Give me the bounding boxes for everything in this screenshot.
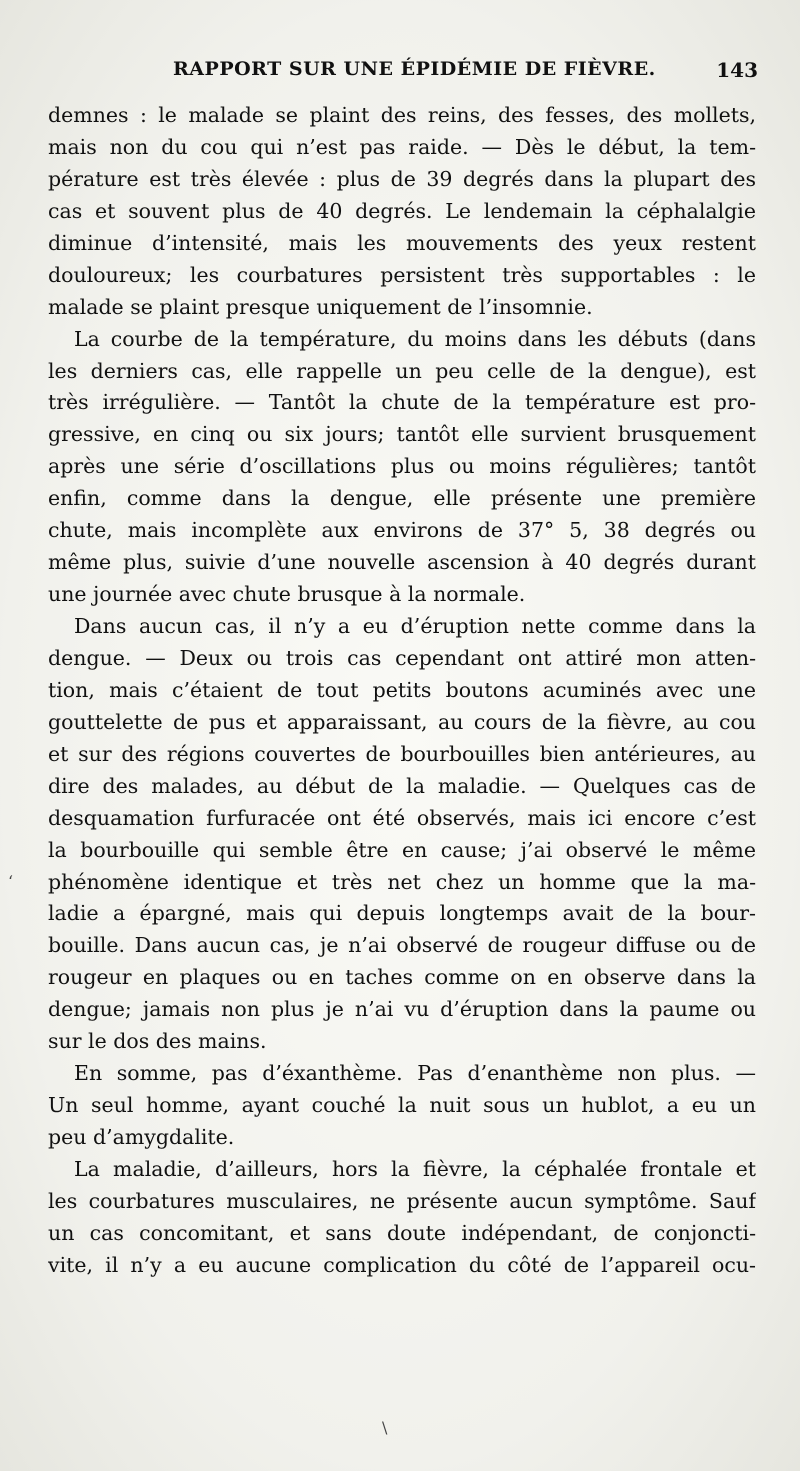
text-line: même plus, suivie d’une nouvelle ascension à 40 degrés durant [48, 550, 756, 575]
page-number: 143 [716, 58, 758, 82]
text-line: très irrégulière. — Tantôt la chute de la température est pro- [48, 390, 756, 415]
running-title: RAPPORT SUR UNE ÉPIDÉMIE DE FIÈVRE. [173, 58, 656, 80]
text-line: desquamation furfuracée ont été observés, mais ici encore c’est [48, 805, 756, 830]
text-line: demnes : le malade se plaint des reins, des fesses, des mollets, [48, 103, 756, 127]
body-text [48, 100, 756, 1282]
text-line: chute, mais incomplète aux environs de 37° 5, 38 degrés ou [48, 518, 756, 543]
text-line: tion, mais c’étaient de tout petits boutons acuminés avec une [48, 677, 756, 702]
text-line: dengue; jamais non plus je n’ai vu d’éruption dans la paume ou [48, 997, 756, 1022]
text-line: dire des malades, au début de la maladie. — Quelques cas de [48, 773, 756, 798]
text-line: Dans aucun cas, il n’y a eu d’éruption nette comme dans la [74, 614, 756, 638]
text-line: mais non du cou qui n’est pas raide. — Dès le début, la tem- [48, 134, 756, 159]
text-line: En somme, pas d’éxanthème. Pas d’enanthème non plus. — [74, 1061, 756, 1086]
text-line: dengue. — Deux ou trois cas cependant ont attiré mon atten- [48, 645, 756, 670]
text-line: La courbe de la température, du moins dans les débuts (dans [74, 326, 756, 351]
text-line: rougeur en plaques ou en taches comme on en observe dans la [48, 965, 756, 990]
text-line: pérature est très élevée : plus de 39 degrés dans la plupart des [48, 166, 756, 191]
text-line: ladie a épargné, mais qui depuis longtemps avait de la bour- [48, 901, 756, 926]
margin-mark: ‘ [8, 872, 14, 891]
text-line: douloureux; les courbatures persistent très supportables : le [48, 262, 756, 287]
text-line: peu d’amygdalite. [48, 1125, 235, 1149]
footer-mark: \ [382, 1418, 388, 1437]
text-line: bouille. Dans aucun cas, je n’ai observé de rougeur diffuse ou de [48, 933, 756, 958]
text-line: et sur des régions couvertes de bourbouilles bien antérieures, au [48, 741, 756, 766]
text-line: gouttelette de pus et apparaissant, au cours de la fièvre, au cou [48, 709, 756, 734]
text-line: sur le dos des mains. [48, 1029, 267, 1054]
text-line: diminue d’intensité, mais les mouvements des yeux restent [48, 230, 756, 255]
text-line: la bourbouille qui semble être en cause; j’ai observé le même [48, 837, 756, 862]
text-line: après une série d’oscillations plus ou moins régulières; tantôt [48, 454, 756, 479]
text-line: un cas concomitant, et sans doute indépendant, de conjoncti- [48, 1220, 756, 1245]
text-line: enfin, comme dans la dengue, elle présente une première [48, 486, 756, 511]
text-line: une journée avec chute brusque à la normale. [48, 582, 526, 607]
text-line: Un seul homme, ayant couché la nuit sous un hublot, a eu un [48, 1093, 756, 1118]
text-line: les courbatures musculaires, ne présente aucun symptôme. Sauf [48, 1188, 756, 1213]
text-line: phénomène identique et très net chez un homme que la ma- [48, 869, 756, 894]
text-line: La maladie, d’ailleurs, hors la fièvre, la céphalée frontale et [74, 1156, 756, 1181]
text-line: vite, il n’y a eu aucune complication du côté de l’appareil ocu- [48, 1252, 756, 1277]
text-line: malade se plaint presque uniquement de l’insomnie. [48, 294, 593, 319]
running-header [48, 58, 758, 92]
text-line: gressive, en cinq ou six jours; tantôt elle survient brusquement [48, 422, 756, 447]
text-line: les derniers cas, elle rappelle un peu celle de la dengue), est [48, 358, 756, 383]
text-line: cas et souvent plus de 40 degrés. Le lendemain la céphalalgie [48, 198, 756, 223]
